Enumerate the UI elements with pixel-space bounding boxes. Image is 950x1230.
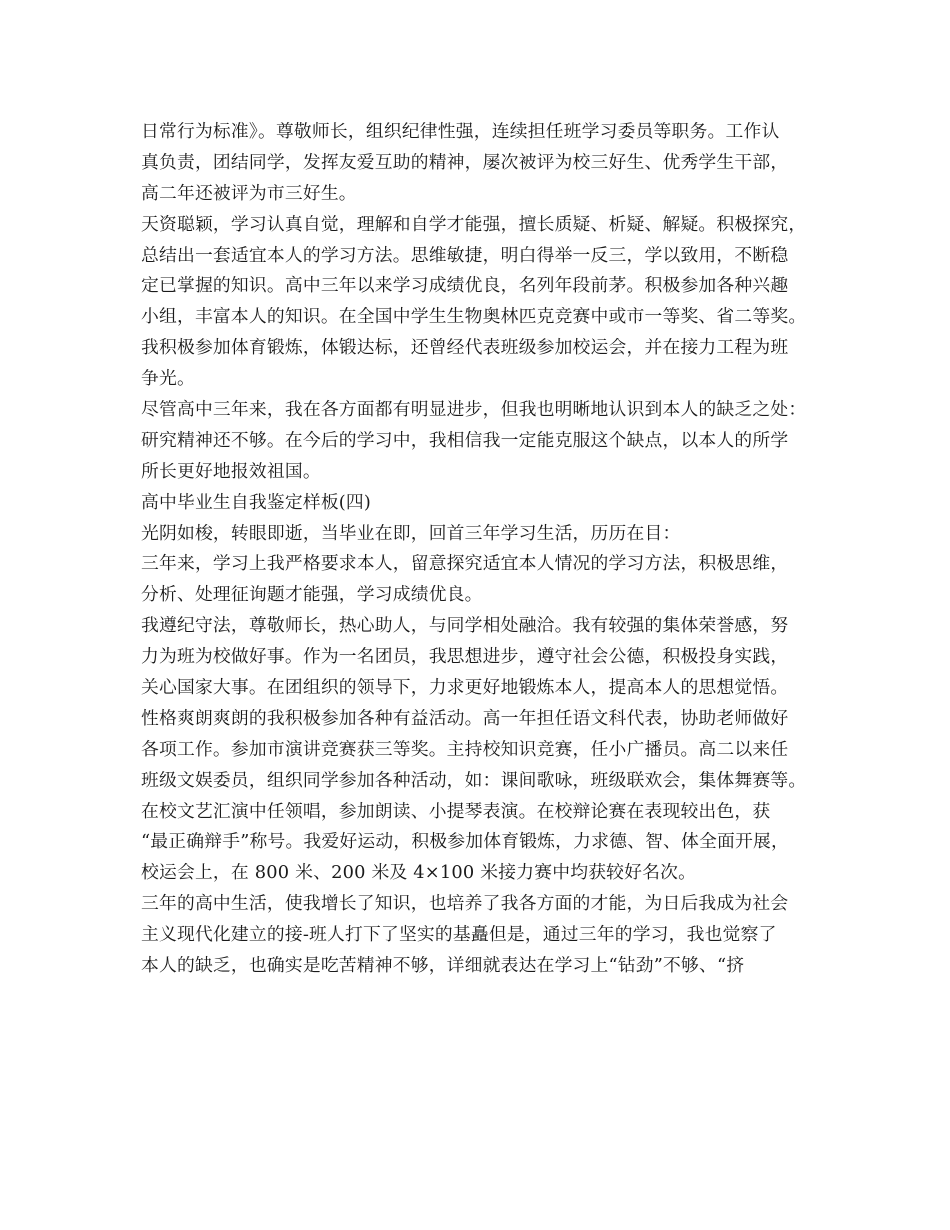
- text-line: 本人的缺乏，也确实是吃苦精神不够，详细就表达在学习上“钻劲”不够、“挤: [141, 955, 745, 977]
- section-heading: 高中毕业生自我鉴定样板(四): [141, 491, 372, 513]
- document-body: [141, 117, 831, 982]
- text-line: 尽管高中三年来，我在各方面都有明显进步，但我也明晰地认识到本人的缺乏之处：: [141, 399, 807, 421]
- text-line: 定已掌握的知识。高中三年以来学习成绩优良，名列年段前茅。积极参加各种兴趣: [141, 275, 789, 297]
- text-line: 各项工作。参加市演讲竞赛获三等奖。主持校知识竞赛，任小广播员。高二以来任: [141, 738, 789, 760]
- text-line: 主义现代化建立的接-班人打下了坚实的基矗但是，通过三年的学习，我也觉察了: [141, 924, 777, 946]
- text-line: 三年来，学习上我严格要求本人，留意探究适宜本人情况的学习方法，积极思维，: [141, 553, 789, 575]
- text-line: 我遵纪守法，尊敬师长，热心助人，与同学相处融洽。我有较强的集体荣誉感，努: [141, 615, 789, 637]
- text-line: 关心国家大事。在团组织的领导下，力求更好地锻炼本人，提高本人的思想觉悟。: [141, 677, 789, 699]
- text-line: 天资聪颖，学习认真自觉，理解和自学才能强，擅长质疑、析疑、解疑。积极探究，: [141, 213, 807, 235]
- text-line: 性格爽朗爽朗的我积极参加各种有益活动。高一年担任语文科代表，协助老师做好: [141, 707, 789, 729]
- text-line: 三年的高中生活，使我增长了知识，也培养了我各方面的才能，为日后我成为社会: [141, 893, 789, 915]
- text-line: 总结出一套适宜本人的学习方法。思维敏捷，明白得举一反三，学以致用，不断稳: [141, 244, 789, 266]
- text-line: 日常行为标准》。尊敬师长，组织纪律性强，连续担任班学习委员等职务。工作认: [141, 121, 780, 142]
- text-line: 小组，丰富本人的知识。在全国中学生生物奥林匹克竞赛中或市一等奖、省二等奖。: [141, 306, 807, 328]
- text-line: 校运会上，在 800 米、200 米及 4×100 米接力赛中均获较好名次。: [141, 862, 697, 884]
- text-line: 在校文艺汇演中任领唱，参加朗读、小提琴表演。在校辩论赛在表现较出色，获: [141, 800, 771, 822]
- text-line: 光阴如梭，转眼即逝，当毕业在即，回首三年学习生活，历历在目：: [141, 522, 681, 544]
- text-line: 高二年还被评为市三好生。: [141, 182, 357, 204]
- text-line: 班级文娱委员，组织同学参加各种活动，如：课间歌咏，班级联欢会，集体舞赛等。: [141, 769, 807, 791]
- text-line: 争光。: [141, 368, 195, 390]
- text-line: 力为班为校做好事。作为一名团员，我思想进步，遵守社会公德，积极投身实践，: [141, 646, 789, 668]
- text-line: “最正确辩手”称号。我爱好运动，积极参加体育锻炼，力求德、智、体全面开展，: [141, 831, 789, 853]
- text-line: 所长更好地报效祖国。: [141, 460, 321, 482]
- text-line: 真负责，团结同学，发挥友爱互助的精神，屡次被评为校三好生、优秀学生干部，: [141, 151, 789, 173]
- text-line: 研究精神还不够。在今后的学习中，我相信我一定能克服这个缺点，以本人的所学: [141, 429, 789, 451]
- text-line: 分析、处理征询题才能强，学习成绩优良。: [141, 584, 483, 606]
- text-line: 我积极参加体育锻炼，体锻达标，还曾经代表班级参加校运会，并在接力工程为班: [141, 337, 789, 359]
